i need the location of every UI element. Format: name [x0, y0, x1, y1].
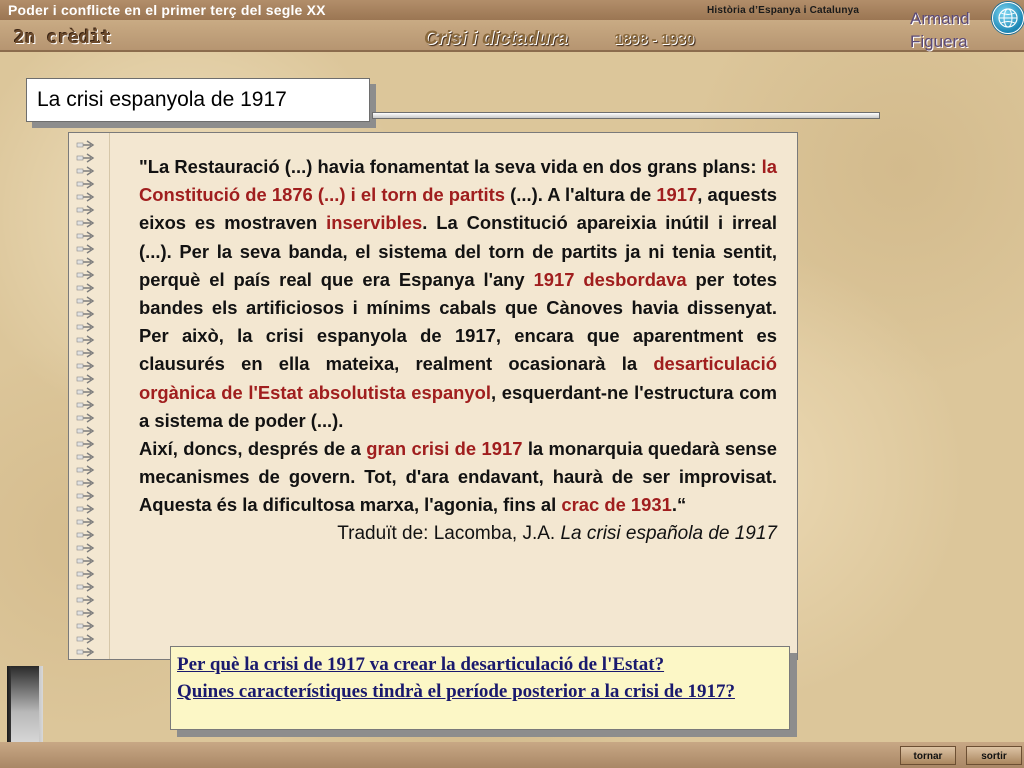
question-line-1[interactable]: Per què la crisi de 1917 va crear la desarticulació de l'Estat?: [177, 654, 665, 675]
credit-label: 2n crèdit: [14, 27, 112, 48]
question-box[interactable]: [170, 646, 790, 730]
quote-panel: [68, 132, 798, 660]
author-name: [910, 7, 970, 53]
title-divider: [372, 112, 880, 119]
margin-line: [109, 133, 110, 659]
globe-logo-icon: [992, 2, 1024, 34]
unit-title: Crisi i dictadura: [424, 28, 568, 49]
slide-title: La crisi espanyola de 1917: [26, 78, 370, 122]
exit-button[interactable]: sortir: [966, 746, 1022, 765]
author-last-name: Figuera: [910, 32, 968, 51]
quote-text: [139, 153, 777, 548]
source-book-title: La crisi española de 1917: [560, 522, 777, 544]
unit-years: 1898 - 1930: [614, 31, 695, 48]
back-button[interactable]: tornar: [900, 746, 956, 765]
spiral-binding-icon: [75, 137, 101, 657]
course-title: Poder i conflicte en el primer terç del segle XX: [8, 2, 326, 18]
quote-paragraph-1: "La Restauració (...) havia fonamentat la seva vida en dos grans plans: la Constitució de 1876 (...) i el torn de partits (...). A l'altura de 1917, aquests eixos es mostraven inservibles. La Constitució apareixia inútil i irreal (...). Per la seva banda, el sistema del torn de partits ja ni tenia sentit, perquè el país real que era Espanya l'any 1917 desbordava per totes bandes els artificiosos i mínims cabals que Cànoves havia dissenyat. Per això, la crisi espanyola de 1917, encara que aparentment es clausurés en ella mateixa, realment ocasionarà la desarticulació orgànica de l'Estat absolutista espanyol, esquerdant-ne l'estructura com a sistema de poder (...).: [139, 156, 778, 431]
quote-paragraph-2: Així, doncs, després de a gran crisi de 1917 la monarquia quedarà sense mecanismes de govern. Tot, d'ara endavant, haurà de ser improvisat. Aquesta és la dificultosa marxa, l'agonia, fins al crac de 1931.“: [139, 438, 777, 516]
footer-bar: [0, 742, 1024, 768]
quote-source: Traduït de: Lacomba, J.A. La crisi española de 1917: [337, 522, 777, 544]
question-line-2[interactable]: Quines característiques tindrà el període posterior a la crisi de 1917?: [177, 681, 735, 702]
author-first-name: Armand: [910, 9, 970, 28]
subject-label: Història d’Espanya i Catalunya: [707, 5, 860, 16]
